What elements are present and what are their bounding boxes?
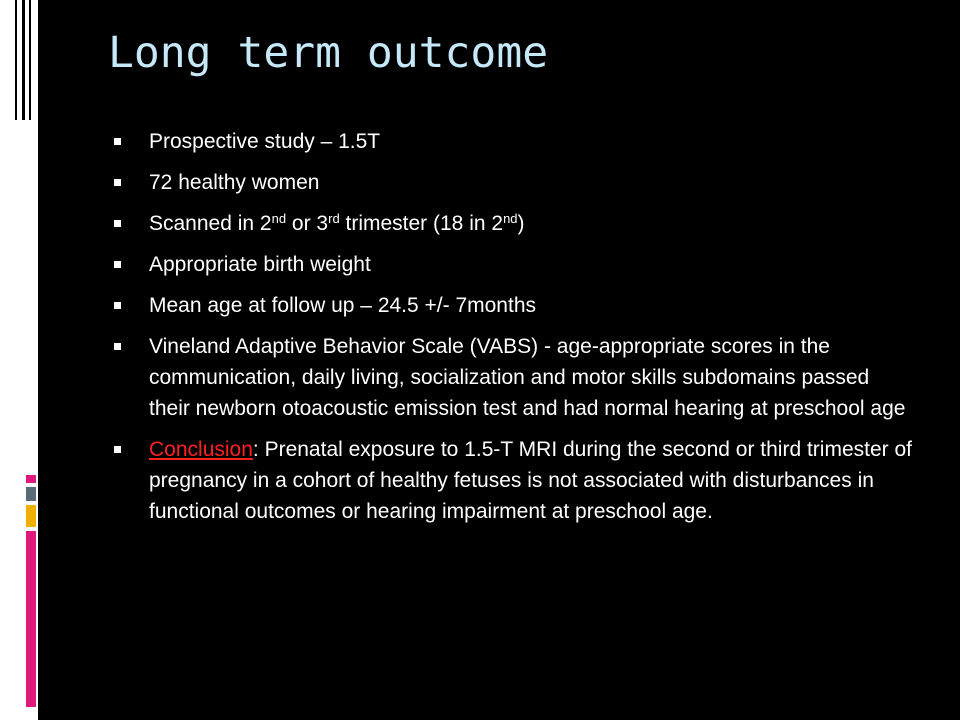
bullet-text: Vineland Adaptive Behavior Scale (VABS) - age-appropriate scores in the communication, daily living, socialization and motor skills subdomains passed their newborn otoacoustic emission test and had normal hearing at preschool age [149, 335, 906, 420]
bullet-text: Mean age at follow up – 24.5 +/- 7months [149, 294, 536, 317]
conclusion-link[interactable]: Conclusion [149, 438, 253, 461]
bullet-item [112, 290, 912, 321]
bullet-square-icon [114, 261, 121, 268]
accent-gray [26, 487, 36, 501]
text-part: trimester (18 in 2 [339, 212, 504, 235]
text-part: or 3 [286, 212, 329, 235]
bullet-text [149, 212, 525, 235]
bullet-text: Appropriate birth weight [149, 253, 371, 276]
bullet-list [112, 126, 912, 537]
accent-yellow [26, 505, 36, 527]
bullet-square-icon [114, 302, 121, 309]
bullet-square-icon [114, 343, 121, 350]
bullet-item [112, 126, 912, 157]
superscript: nd [503, 211, 518, 226]
bullet-text: 72 healthy women [149, 171, 320, 194]
bullet-item [112, 249, 912, 280]
bullet-item [112, 208, 912, 239]
accent-line-3 [29, 0, 31, 120]
bullet-square-icon [114, 138, 121, 145]
bullet-square-icon [114, 179, 121, 186]
accent-line-2 [22, 0, 25, 120]
text-part: ) [517, 212, 525, 235]
bullet-text: Prospective study – 1.5T [149, 130, 381, 153]
bullet-item [112, 434, 912, 527]
bullet-text [149, 438, 912, 523]
bullet-item [112, 167, 912, 198]
accent-line-1 [15, 0, 17, 120]
superscript: nd [271, 211, 287, 226]
conclusion-text: : Prenatal exposure to 1.5-T MRI during the second or third trimester of pregnancy in a cohort of healthy fetuses is not associated with disturbances in functional outcomes or hearing impairment at preschool age. [149, 438, 912, 523]
bullet-item [112, 331, 912, 424]
accent-pink-upper [26, 475, 36, 483]
text-part: Scanned in 2 [149, 212, 272, 235]
superscript: rd [328, 211, 340, 226]
bullet-square-icon [114, 446, 121, 453]
accent-pink-bar [26, 531, 36, 707]
slide-title: Long term outcome [108, 28, 549, 78]
bullet-square-icon [114, 220, 121, 227]
